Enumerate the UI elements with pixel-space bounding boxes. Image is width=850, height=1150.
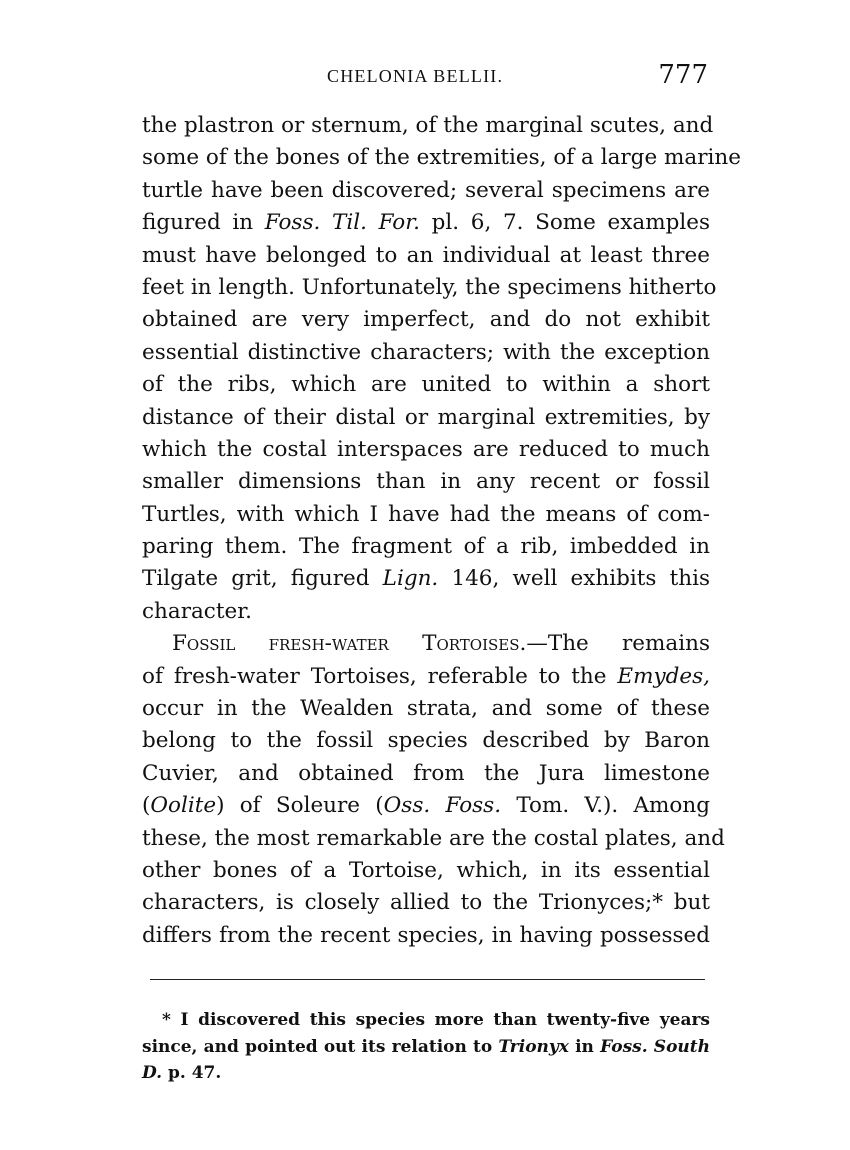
text-line: obtained are very imperfect, and do not exhibit	[142, 307, 710, 333]
taxon-name: Trionyx	[498, 1036, 569, 1057]
running-title: CHELONIA BELLII.	[327, 66, 504, 86]
body-text	[142, 110, 741, 952]
text-line: occur in the Wealden strata, and some of these	[142, 696, 710, 722]
text-line: character.	[142, 598, 252, 624]
text-line	[142, 207, 710, 239]
text-span: p. 47.	[162, 1063, 222, 1083]
citation: Foss. South	[600, 1036, 710, 1057]
citation: Lign.	[382, 566, 439, 592]
text-span: pl. 6, 7. Some examples	[420, 210, 711, 236]
text-line	[142, 628, 710, 660]
text-line: the plastron or sternum, of the marginal scutes, and	[142, 113, 714, 138]
text-line: differs from the recent species, in having possessed	[142, 922, 710, 948]
text-line	[142, 661, 710, 693]
text-span: since, and pointed out its relation to	[142, 1036, 499, 1057]
text-span: —The remains	[526, 631, 710, 657]
text-span: 146, well exhibits this	[438, 566, 710, 592]
text-line: other bones of a Tortoise, which, in its essential	[142, 857, 710, 883]
text-line: essential distinctive characters; with the exception	[142, 339, 710, 365]
text-span: in	[568, 1036, 601, 1057]
footnote-line	[142, 1060, 710, 1087]
text-span: of fresh-water Tortoises, referable to the	[142, 663, 618, 689]
text-line: these, the most remarkable are the costal plates, and	[142, 825, 725, 851]
text-span: ) of Soleure (	[216, 793, 384, 819]
text-span: Tom. V.). Among	[501, 793, 710, 819]
text-line: smaller dimensions than in any recent or fossil	[142, 469, 710, 495]
text-line	[142, 790, 710, 822]
section-heading: Fossil fresh-water Tortoises.	[172, 631, 527, 657]
text-line: Turtles, with which I have had the means of com-	[142, 501, 710, 527]
text-line: must have belonged to an individual at least three	[142, 242, 710, 268]
text-line: which the costal interspaces are reduced to much	[142, 436, 710, 462]
text-line: distance of their distal or marginal extremities, by	[142, 404, 710, 430]
text-line: feet in length. Unfortunately, the specimens hitherto	[142, 274, 717, 300]
text-span: figured in	[142, 210, 265, 236]
footnote-line	[142, 1034, 710, 1061]
text-span: (	[142, 793, 151, 819]
text-line: characters, is closely allied to the Trionyces;* but	[142, 890, 710, 916]
page-number: 777	[658, 60, 708, 90]
text-line: belong to the fossil species described by Baron	[142, 728, 710, 754]
citation: D.	[142, 1063, 163, 1083]
text-line: turtle have been discovered; several specimens are	[142, 177, 710, 203]
footnote	[142, 1007, 710, 1087]
text-span: Tilgate grit, figured	[142, 566, 383, 592]
footnote-line: * I discovered this species more than twenty-five years	[162, 1010, 710, 1030]
text-line: some of the bones of the extremities, of a large marine	[142, 145, 741, 171]
running-head	[142, 60, 710, 94]
footnote-rule	[150, 979, 705, 980]
text-line: of the ribs, which are united to within a short	[142, 372, 710, 398]
citation: Oss. Foss.	[383, 793, 502, 819]
text-line: paring them. The fragment of a rib, imbedded in	[142, 534, 710, 560]
taxon-name: Emydes,	[617, 663, 710, 689]
text-line: Cuvier, and obtained from the Jura limestone	[142, 760, 710, 786]
text-line	[142, 563, 710, 595]
citation: Foss. Til. For.	[264, 210, 421, 236]
formation-name: Oolite	[150, 793, 217, 819]
